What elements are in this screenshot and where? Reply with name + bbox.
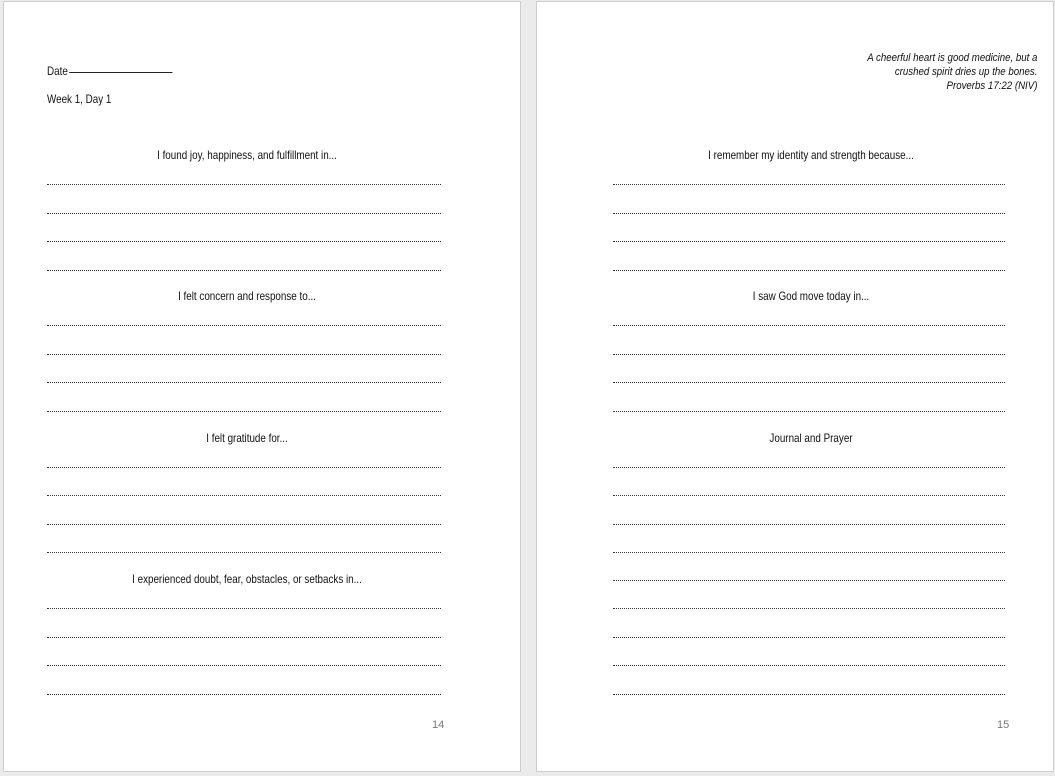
writing-line (613, 213, 1005, 214)
writing-line (47, 495, 441, 496)
quote-line-1: A cheerful heart is good medicine, but a (866, 52, 1037, 64)
writing-line (47, 184, 441, 185)
writing-line (47, 524, 441, 525)
quote-citation: Proverbs 17:22 (NIV) (946, 80, 1037, 92)
writing-line (613, 694, 1005, 695)
writing-line (613, 665, 1005, 666)
writing-line (47, 354, 441, 355)
section-heading-identity: I remember my identity and strength because... (708, 148, 914, 162)
writing-line (613, 495, 1005, 496)
writing-line (613, 552, 1005, 553)
writing-line (47, 325, 441, 326)
writing-line (47, 694, 441, 695)
section-heading-god-move: I saw God move today in... (752, 289, 870, 303)
writing-line (613, 637, 1005, 638)
page-number: 14 (432, 719, 445, 731)
section-heading-gratitude: I felt gratitude for... (206, 431, 288, 445)
date-label: Date (47, 64, 68, 78)
writing-line (613, 524, 1005, 525)
writing-line (47, 608, 441, 609)
writing-line (613, 382, 1005, 383)
writing-line (47, 213, 441, 214)
section-heading-journal: Journal and Prayer (769, 431, 853, 445)
writing-line (613, 608, 1005, 609)
writing-line (613, 580, 1005, 581)
writing-line (613, 354, 1005, 355)
writing-line (47, 552, 441, 553)
left-page (3, 1, 521, 772)
writing-line (613, 467, 1005, 468)
section-heading-concern: I felt concern and response to... (178, 289, 316, 303)
section-heading-joy: I found joy, happiness, and fulfillment in... (157, 148, 337, 162)
writing-line (47, 467, 441, 468)
writing-line (613, 184, 1005, 185)
writing-line (47, 637, 441, 638)
date-blank (69, 72, 172, 73)
writing-line (613, 270, 1005, 271)
section-heading-doubt: I experienced doubt, fear, obstacles, or setbacks in... (132, 572, 362, 586)
writing-line (47, 665, 441, 666)
quote-line-2: crushed spirit dries up the bones. (894, 66, 1037, 78)
page-number: 15 (997, 719, 1010, 731)
week-day-label: Week 1, Day 1 (47, 92, 112, 106)
writing-line (613, 325, 1005, 326)
writing-line (47, 270, 441, 271)
writing-line (613, 411, 1005, 412)
writing-line (47, 241, 441, 242)
writing-line (47, 411, 441, 412)
date-field (47, 64, 173, 78)
right-page (536, 1, 1054, 772)
writing-line (613, 241, 1005, 242)
scripture-quote (867, 51, 1037, 93)
writing-line (47, 382, 441, 383)
